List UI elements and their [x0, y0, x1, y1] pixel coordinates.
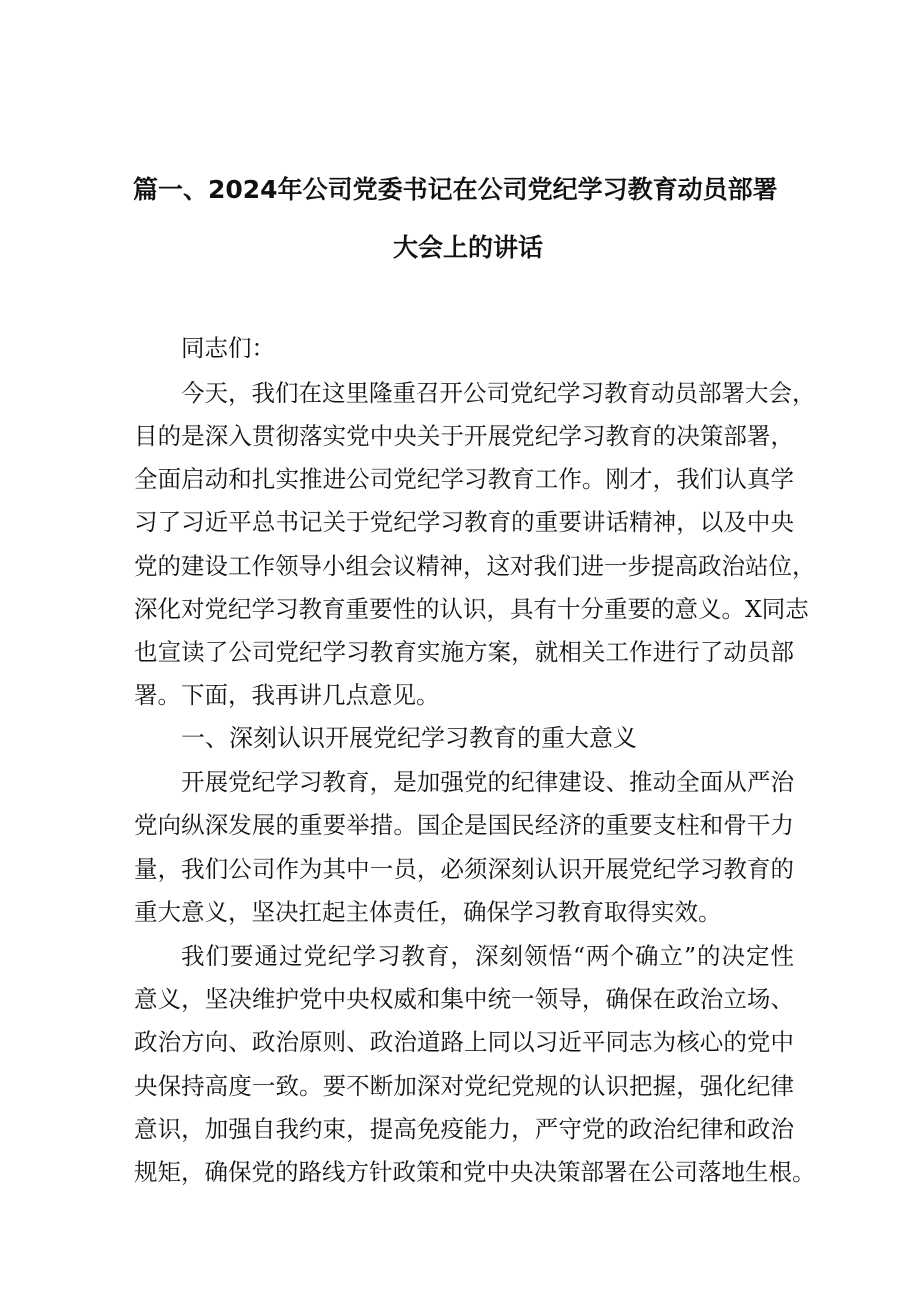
paragraph-3-line: 政治方向、政治原则、政治道路上同以习近平同志为核心的党中 [134, 1028, 794, 1056]
paragraph-1-line: 署。下面，我再讲几点意见。 [134, 681, 440, 709]
paragraph-1-line: 目的是深入贯彻落实党中央关于开展党纪学习教育的决策部署， [134, 422, 794, 450]
paragraph-3-line: 我们要通过党纪学习教育，深刻领悟“两个确立”的决定性 [181, 942, 794, 970]
paragraph-1-line: 全面启动和扎实推进公司党纪学习教育工作。刚才，我们认真学 [134, 465, 794, 493]
paragraph-3-line: 央保持高度一致。要不断加深对党纪党规的认识把握，强化纪律 [134, 1072, 794, 1100]
paragraph-1-line: 习了习近平总书记关于党纪学习教育的重要讲话精神，以及中央 [134, 508, 794, 536]
paragraph-3-line: 意义，坚决维护党中央权威和集中统一领导，确保在政治立场、 [134, 985, 794, 1013]
paragraph-2-line: 重大意义，坚决扛起主体责任，确保学习教育取得实效。 [134, 898, 722, 926]
paragraph-2-line: 党向纵深发展的重要举措。国企是国民经济的重要支柱和骨干力 [134, 811, 794, 839]
paragraph-1-line: 也宣读了公司党纪学习教育实施方案，就相关工作进行了动员部 [134, 638, 794, 666]
greeting: 同志们： [181, 334, 275, 362]
section-heading-1: 一、深刻认识开展党纪学习教育的重大意义 [181, 724, 637, 752]
paragraph-2-line: 量，我们公司作为其中一员，必须深刻认识开展党纪学习教育的 [134, 855, 794, 883]
document-title-line-2: 大会上的讲话 [393, 233, 544, 262]
paragraph-3-line: 规矩，确保党的路线方针政策和党中央决策部署在公司落地生根。 [134, 1158, 816, 1186]
paragraph-1-line: 深化对党纪学习教育重要性的认识，具有十分重要的意义。X同志 [134, 595, 809, 623]
paragraph-1-line: 党的建设工作领导小组会议精神，这对我们进一步提高政治站位， [134, 552, 816, 580]
document-title-line-1: 篇一、2024年公司党委书记在公司党纪学习教育动员部署 [133, 175, 778, 204]
paragraph-1-line: 今天，我们在这里隆重召开公司党纪学习教育动员部署大会， [181, 379, 816, 407]
paragraph-3-line: 意识，加强自我约束，提高免疫能力，严守党的政治纪律和政治 [134, 1115, 794, 1143]
paragraph-2-line: 开展党纪学习教育，是加强党的纪律建设、推动全面从严治 [181, 768, 794, 796]
